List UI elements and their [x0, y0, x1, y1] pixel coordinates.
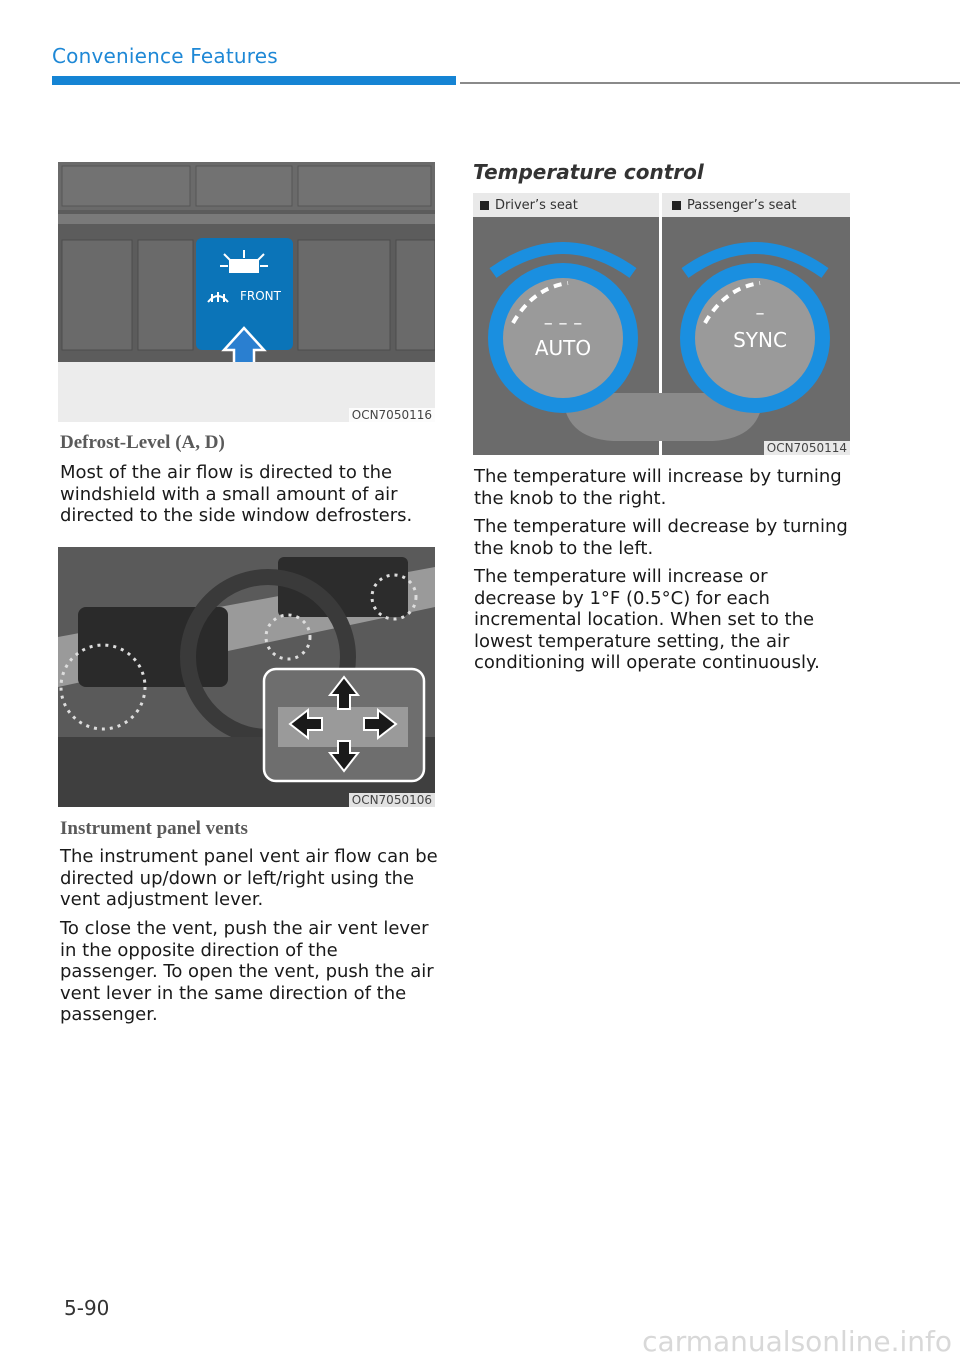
temperature-para-3: The temperature will increase or decrease by 1°F (0.5°C) for each incremental location. When set to the lowest temperature setting, the air conditioning will operate continuously. — [474, 566, 820, 673]
instrument-vents-figure — [58, 547, 435, 807]
temperature-para-1: The temperature will increase by turning the knob to the right. — [474, 466, 842, 509]
temperature-para-2: The temperature will decrease by turning the knob to the left. — [474, 516, 848, 559]
page-number: 5-90 — [64, 1296, 110, 1320]
passenger-seat-text: Passenger’s seat — [687, 198, 797, 213]
auto-label: AUTO — [534, 336, 592, 360]
vents-para-2: To close the vent, push the air vent lever in the opposite direction of the passenger. To open the vent, push the air vent lever in the same direction of the passenger. — [60, 918, 434, 1025]
driver-seat-label — [480, 198, 578, 213]
vents-heading: Instrument panel vents — [60, 818, 248, 839]
square-bullet-icon — [480, 201, 489, 210]
defrost-panel-illustration — [58, 162, 435, 422]
front-button-label: FRONT — [240, 289, 281, 303]
temperature-knobs-figure — [473, 193, 850, 455]
passenger-seat-label — [672, 198, 796, 213]
header-accent-bar — [52, 76, 456, 85]
dashboard-illustration — [58, 547, 435, 807]
figure-code: OCN7050106 — [349, 793, 435, 807]
right-knob-display: – — [755, 303, 765, 324]
sync-label: SYNC — [733, 328, 787, 352]
defrost-heading: Defrost-Level (A, D) — [60, 432, 225, 453]
figure-code: OCN7050116 — [349, 408, 435, 422]
temperature-knobs-illustration — [473, 193, 850, 455]
driver-seat-text: Driver’s seat — [495, 198, 578, 213]
defrost-button-figure — [58, 162, 435, 422]
section-title: Convenience Features — [52, 44, 278, 68]
header-rule — [460, 82, 960, 84]
watermark: carmanualsonline.info — [642, 1325, 952, 1358]
vents-para-1: The instrument panel vent air flow can be directed up/down or left/right using the vent adjustment lever. — [60, 846, 438, 910]
temperature-control-heading: Temperature control — [473, 160, 704, 184]
figure-code: OCN7050114 — [764, 441, 850, 455]
defrost-text: Most of the air flow is directed to the windshield with a small amount of air directed to the side window defrosters. — [60, 462, 413, 526]
square-bullet-icon — [672, 201, 681, 210]
left-knob-display: – – – — [543, 313, 583, 334]
